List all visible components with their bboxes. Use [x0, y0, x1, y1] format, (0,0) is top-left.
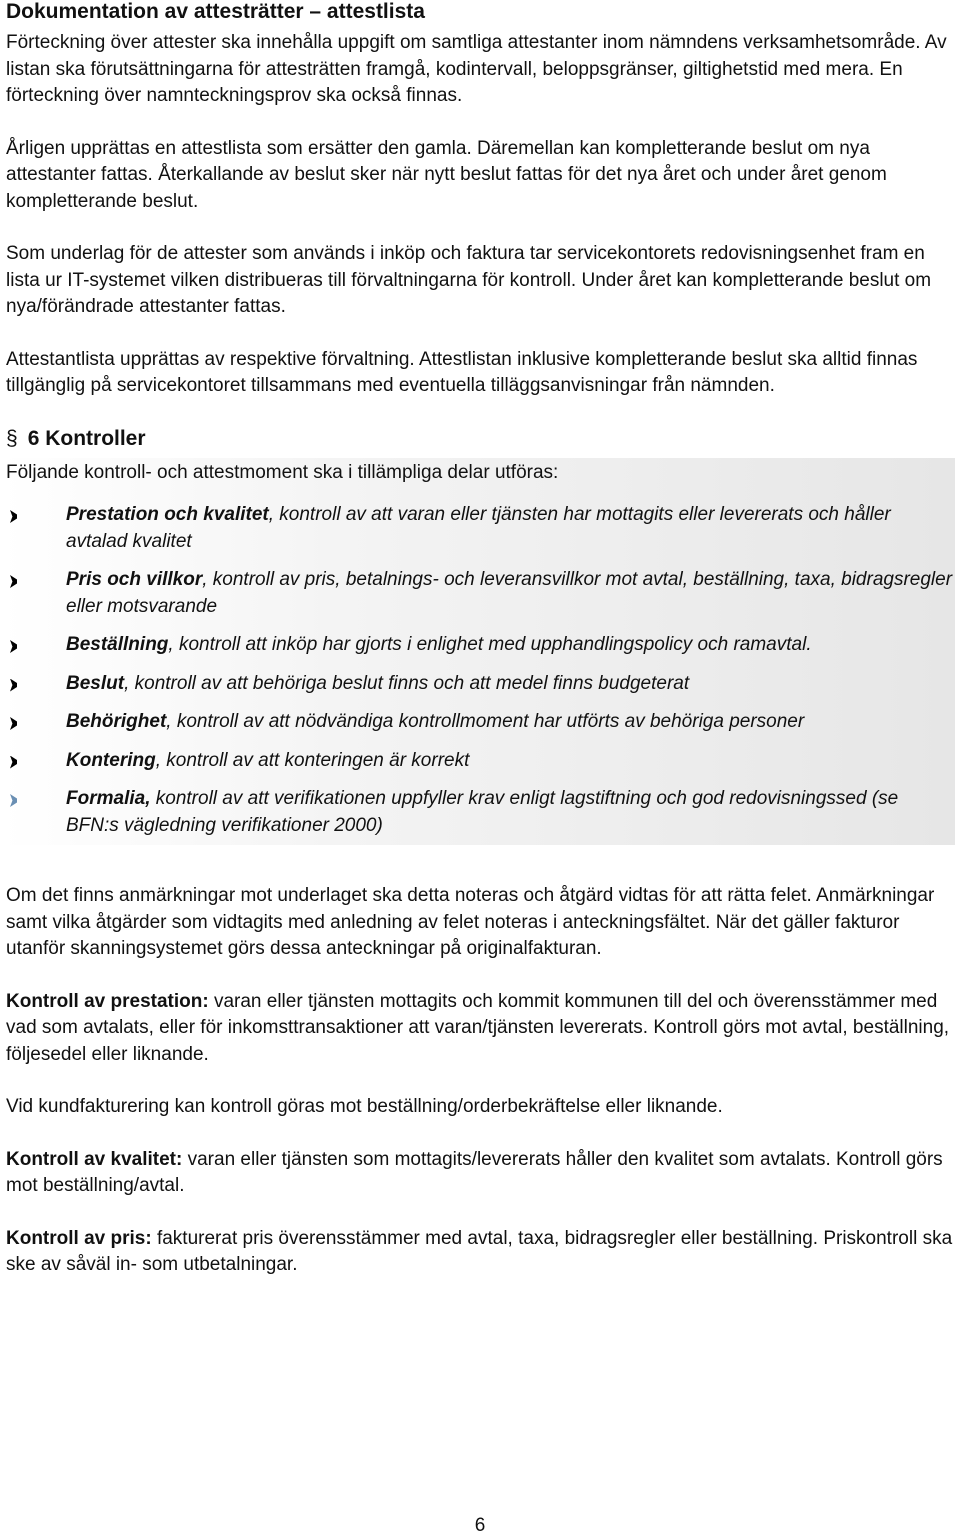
paragraph-text: Om det finns anmärkningar mot underlaget ska detta noteras och åtgärd vidtas för att rätta felet. Anmärkningar samt vilka åtgärder som vidtagits med anledning av felet noteras i anteckningsfältet. När det gäller fakturor utanför skanningsystemet görs dessa anteckningar på originalfakturan. — [6, 885, 935, 959]
bullet-icon — [10, 575, 17, 588]
document-title: Dokumentation av attesträtter – attestlista — [6, 0, 425, 23]
bullet-icon — [10, 510, 17, 523]
paragraph-lead: Kontroll av kvalitet: — [6, 1148, 183, 1170]
paragraph-anmarkningar — [6, 883, 954, 963]
list-item — [6, 786, 955, 839]
list-item-term: Kontering — [66, 749, 156, 771]
list-item — [6, 567, 955, 620]
paragraph-lead: Kontroll av prestation: — [6, 990, 209, 1012]
document-page — [6, 0, 954, 1279]
list-item-term: Behörighet — [66, 711, 167, 732]
paragraph-annual-list: Årligen upprättas en attestlista som ersätter den gamla. Däremellan kan kompletterande beslut om nya attestanter fattas. Återkallande av beslut sker när nytt beslut fattas för det nya året och under året genom kompletterande beslut. — [6, 137, 887, 212]
section-symbol: § — [6, 426, 18, 450]
paragraph-kontroll-pris — [6, 1226, 954, 1279]
list-item-text: , kontroll av att behöriga beslut finns och att medel finns budgeterat — [124, 672, 690, 694]
control-list-box — [1, 458, 955, 846]
list-item-term: Beställning — [66, 634, 169, 655]
paragraph-lead: Kontroll av pris: — [6, 1227, 152, 1249]
paragraph-text: varan eller tjänsten som mottagits/levererats håller den kvalitet som avtalats. Kontroll görs mot beställning/avtal. — [6, 1148, 943, 1196]
paragraph-attest-register: Förteckning över attester ska innehålla uppgift om samtliga attestanter inom nämndens verksamhetsområde. Av listan ska förutsättningarna för attesträtten framgå, kodintervall, beloppsgränser, giltighetstid med mera. En förteckning över namnteckningsprov ska också finnas. — [6, 32, 947, 106]
list-item — [6, 671, 955, 698]
paragraph-text: varan eller tjänsten mottagits och kommit kommunen till del och överensstämmer med vad som avtalats, eller för inkomsttransaktioner att varan/tjänsten levererats. Kontroll görs mot avtal, beställning, följesedel eller liknande. — [6, 990, 950, 1065]
bullet-icon — [10, 679, 17, 692]
list-item-text: , kontroll av att konteringen är korrekt — [155, 749, 470, 771]
bullet-icon — [10, 640, 17, 653]
list-item — [6, 709, 955, 736]
control-list-intro: Följande kontroll- och attestmoment ska i tillämpliga delar utföras: — [6, 461, 559, 483]
list-item-term: Pris och villkor — [66, 569, 203, 590]
list-item — [6, 502, 955, 555]
list-item — [6, 632, 955, 659]
paragraph-underlag: Som underlag för de attester som används i inköp och faktura tar servicekontorets redovisningsenhet fram en lista ur IT-systemet vilken distribueras till förvaltningarna för kontroll. Under året kan kompletterande beslut om nya/förändrade attestanter fattas. — [6, 243, 932, 317]
paragraph-kontroll-prestation — [6, 989, 954, 1069]
bullet-icon — [10, 717, 17, 730]
bullet-icon — [10, 794, 17, 807]
bullet-icon — [10, 756, 17, 769]
paragraph-text: fakturerat pris överensstämmer med avtal, taxa, bidragsregler eller beställning. Priskontroll ska ske av såväl in- som utbetalningar. — [6, 1227, 953, 1275]
list-item-term: Formalia, — [66, 788, 151, 809]
list-item-text: , kontroll av att varan eller tjänsten har mottagits eller levererats och håller avtalad kvalitet — [66, 504, 891, 552]
paragraph-kontroll-kvalitet — [6, 1147, 954, 1200]
list-item-text: , kontroll av att nödvändiga kontrollmoment har utförts av behöriga personer — [166, 711, 805, 732]
list-item-text: , kontroll av pris, betalnings- och leveransvillkor mot avtal, beställning, taxa, bidragsregler eller motsvarande — [66, 569, 953, 617]
list-item-text: , kontroll att inköp har gjorts i enlighet med upphandlingspolicy och ramavtal. — [168, 634, 812, 655]
paragraph-text: Vid kundfakturering kan kontroll göras mot beställning/orderbekräftelse eller liknande. — [6, 1096, 723, 1117]
section-heading — [6, 426, 954, 452]
control-list — [6, 502, 955, 839]
paragraph-kundfakturering — [6, 1094, 954, 1121]
list-item-term: Prestation och kvalitet — [66, 504, 269, 525]
page-number: 6 — [474, 1515, 486, 1536]
list-item-text: kontroll av att verifikationen uppfyller krav enligt lagstiftning och god redovisningssed (se BFN:s vägledning verifikationer 2000) — [66, 788, 899, 836]
list-item-term: Beslut — [66, 672, 125, 694]
list-item — [6, 748, 955, 775]
section-title: 6 Kontroller — [27, 426, 146, 450]
paragraph-attestantlista: Attestantlista upprättas av respektive förvaltning. Attestlistan inklusive kompletterande beslut ska alltid finnas tillgänglig på servicekontoret tillsammans med eventuella tilläggsanvisningar från nämnden. — [6, 348, 918, 396]
